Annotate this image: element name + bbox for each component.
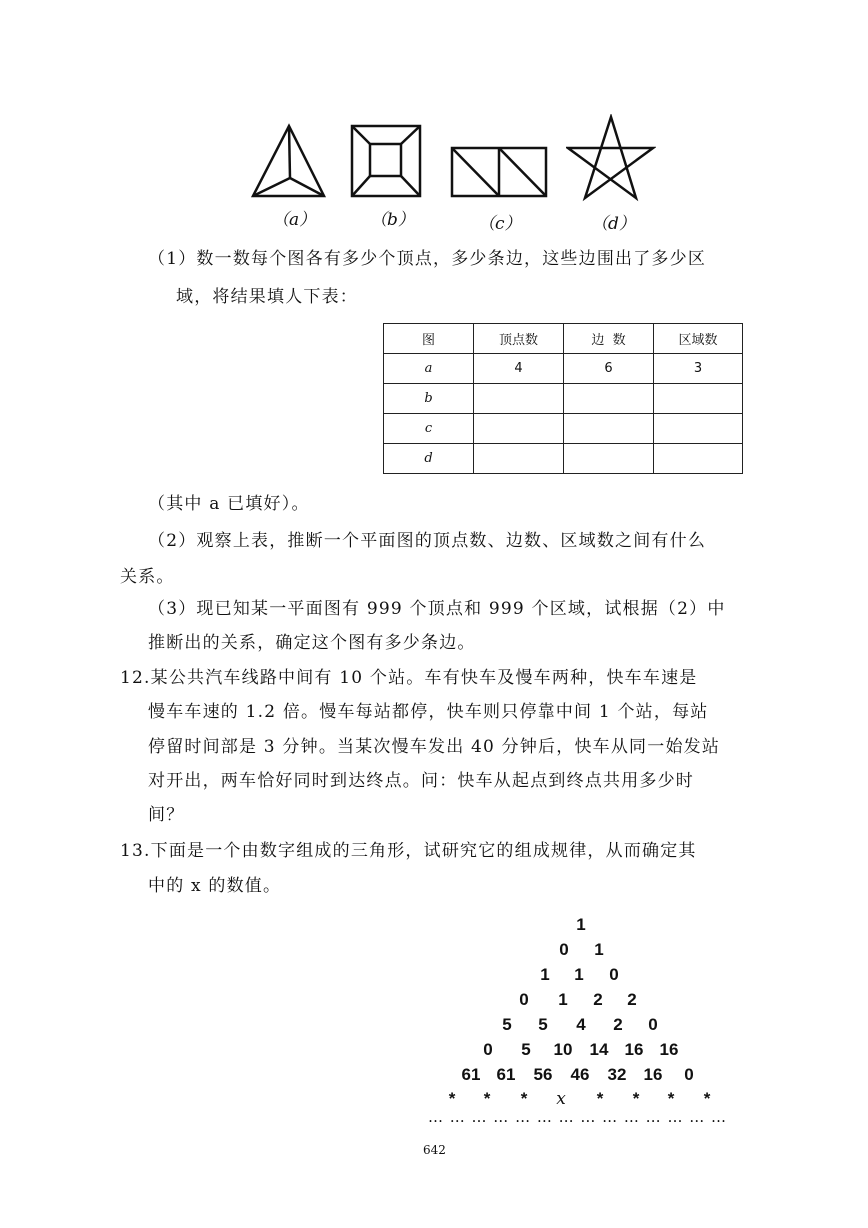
triangle-number: 0 [684,1065,694,1084]
figure-d [566,114,656,202]
triangle-number: 0 [483,1040,493,1059]
triangle-number: 0 [519,990,529,1009]
star-figure-icon [566,114,656,202]
q12-line5: 间？ [148,805,185,825]
q11-part3-line1: （3）现已知某一平面图有 999 个顶点和 999 个区域，试根据（2）中 [148,599,726,619]
table-header-cell: 图 [384,324,474,354]
q11-part1-line1: （1）数一数每个图各有多少个顶点，多少条边，这些边围出了多少区 [148,249,707,269]
figure-b-label: （b） [370,210,415,230]
triangle-number: 16 [643,1065,663,1084]
results-table [383,323,743,474]
table-cell [654,444,743,474]
table-cell [474,384,564,414]
page-number: 642 [423,1143,446,1157]
q13-line1: 13.下面是一个由数字组成的三角形，试研究它的组成规律，从而确定其 [120,841,697,861]
figure-row [248,112,668,232]
triangle-unknown-x: x [556,1089,566,1109]
table-row [384,354,743,384]
table-cell [654,414,743,444]
q11-part2-line2: 关系。 [120,567,175,587]
figure-a-label: （a） [272,210,317,230]
table-row [384,384,743,414]
triangle-number: * [632,1089,640,1108]
triangle-number: 5 [538,1015,548,1034]
triangle-number: 16 [659,1040,679,1059]
q13-line2: 中的 x 的数值。 [148,876,282,896]
figure-b [350,124,422,198]
triangle-number: 14 [589,1040,609,1059]
nested-square-figure-icon [350,124,422,198]
triangle-number: 61 [496,1065,516,1084]
triangle-figure-icon [248,122,328,202]
triangle-number: * [667,1089,675,1108]
triangle-number: 61 [461,1065,481,1084]
triangle-number: 1 [594,940,604,959]
table-cell [564,414,654,444]
table-cell [474,444,564,474]
triangle-number: 5 [521,1040,531,1059]
q12-line4: 对开出，两车恰好同时到达终点。问：快车从起点到终点共用多少时 [148,771,694,791]
figure-c [450,146,548,198]
triangle-number: 1 [558,990,568,1009]
figure-c-label: （c） [478,214,522,234]
triangle-ellipsis-row: … … … … … … … … … … … … … … [428,1108,727,1126]
table-cell: 4 [474,354,564,384]
triangle-number: 56 [533,1065,553,1084]
triangle-number: * [448,1089,456,1108]
triangle-number: 16 [624,1040,644,1059]
table-cell: a [384,354,474,384]
q12-line2: 慢车车速的 1.2 倍。慢车每站都停，快车则只停靠中间 1 个站，每站 [148,702,709,722]
table-cell: 6 [564,354,654,384]
figure-d-label: （d） [591,214,636,234]
triangle-number: * [483,1089,491,1108]
triangle-number: 4 [576,1015,586,1034]
triangle-number: 0 [559,940,569,959]
q12-line1: 12.某公共汽车线路中间有 10 个站。车有快车及慢车两种，快车车速是 [120,668,698,688]
triangle-number: 1 [574,965,584,984]
q11-part2-line1: （2）观察上表，推断一个平面图的顶点数、边数、区域数之间有什么 [148,531,707,551]
table-header-cell: 边 数 [564,324,654,354]
q11-note: （其中 a 已填好）。 [148,494,310,514]
triangle-number: 32 [607,1065,627,1084]
triangle-number: 46 [570,1065,590,1084]
figure-a [248,122,328,202]
table-row [384,444,743,474]
triangle-number: * [596,1089,604,1108]
table-cell: b [384,384,474,414]
triangle-number: 0 [648,1015,658,1034]
table-header-cell: 区域数 [654,324,743,354]
triangle-number: * [703,1089,711,1108]
triangle-number: 2 [627,990,637,1009]
table-row [384,414,743,444]
triangle-number: 2 [593,990,603,1009]
triangle-number: 10 [553,1040,573,1059]
triangle-number: 2 [613,1015,623,1034]
q11-part1-line2: 域，将结果填人下表： [176,287,358,307]
table-header-cell: 顶点数 [474,324,564,354]
triangle-number: 0 [609,965,619,984]
q11-part3-line2: 推断出的关系，确定这个图有多少条边。 [148,633,476,653]
q12-line3: 停留时间部是 3 分钟。当某次慢车发出 40 分钟后，快车从同一始发站 [148,737,721,757]
triangle-number: * [520,1089,528,1108]
triangle-number: 1 [540,965,550,984]
table-cell [564,444,654,474]
table-cell [474,414,564,444]
table-cell: 3 [654,354,743,384]
table-cell: c [384,414,474,444]
table-cell: d [384,444,474,474]
triangle-number: 5 [502,1015,512,1034]
triangle-number: 1 [576,915,586,934]
table-cell [564,384,654,414]
table-cell [654,384,743,414]
table-header-row [384,324,743,354]
double-square-figure-icon [450,146,548,198]
